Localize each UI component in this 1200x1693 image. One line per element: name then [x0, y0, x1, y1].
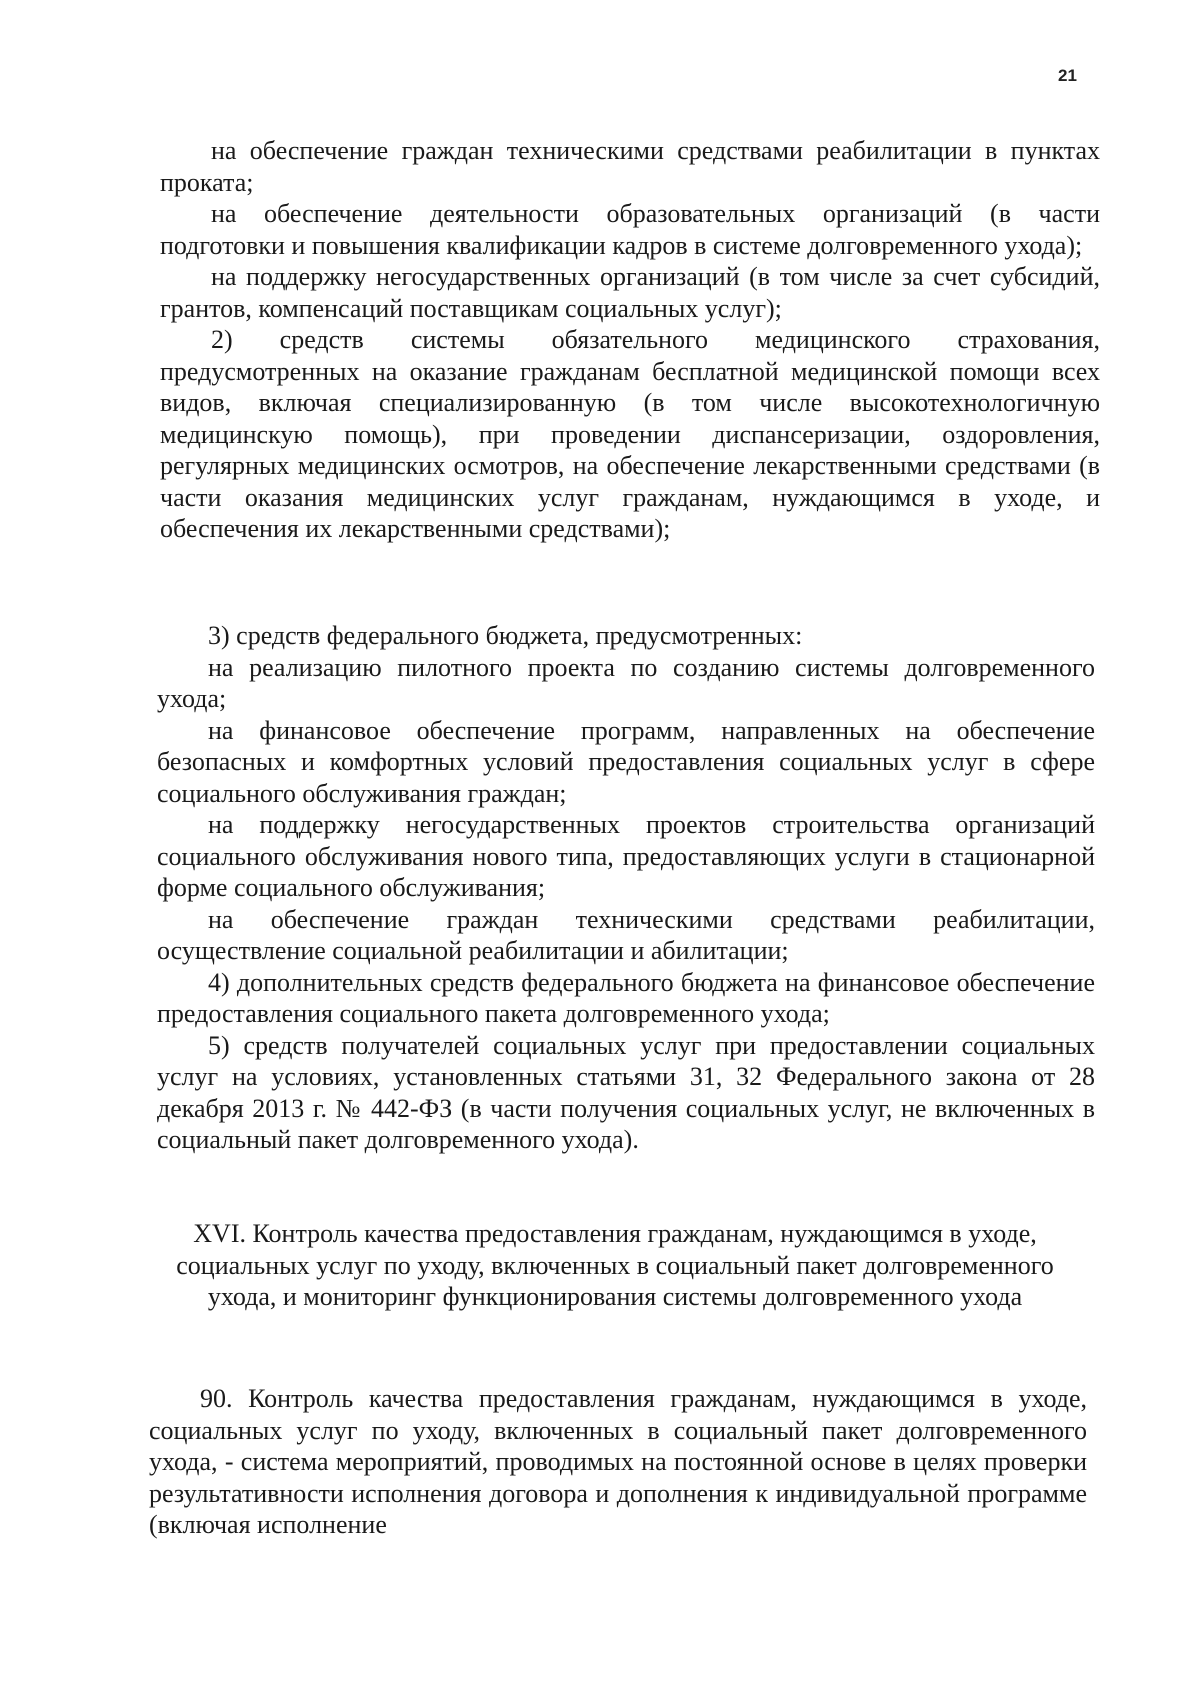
funding-sources-part-1 — [160, 135, 1100, 545]
paragraph: 4) дополнительных средств федерального бюджета на финансовое обеспечение предоставления социального пакета долговременного ухода; — [157, 967, 1095, 1028]
paragraph-90: 90. Контроль качества предоставления гражданам, нуждающимся в уходе, социальных услуг по уходу, включенных в социальный пакет долговременного ухода, - система мероприятий, проводимых на постоянной основе в целях проверки результативности исполнения договора и дополнения к индивидуальной программе (включая исполнение — [149, 1384, 1087, 1539]
paragraph: 5) средств получателей социальных услуг при предоставлении социальных услуг на условиях, установленных статьями 31, 32 Федерального закона от 28 декабря 2013 г. № 442-ФЗ (в части получения социальных услуг, не включенных в социальный пакет долговременного ухода). — [157, 1030, 1095, 1154]
paragraph: на финансовое обеспечение программ, направленных на обеспечение безопасных и комфортных условий предоставления социальных услуг в сфере социального обслуживания граждан; — [157, 715, 1095, 808]
paragraph: на обеспечение граждан техническими средствами реабилитации в пунктах проката; — [160, 136, 1100, 197]
paragraph: на поддержку негосударственных организаций (в том числе за счет субсидий, грантов, компенсаций поставщикам социальных услуг); — [160, 262, 1100, 323]
section-heading: XVI. Контроль качества предоставления гражданам, нуждающимся в уходе, социальных услуг по уходу, включенных в социальный пакет долговременного ухода, и мониторинг функционирования системы долговременного ухода — [176, 1219, 1054, 1311]
funding-sources-part-2 — [157, 620, 1095, 1156]
paragraph: на поддержку негосударственных проектов строительства организаций социального обслуживания нового типа, предоставляющих услуги в стационарной форме социального обслуживания; — [157, 810, 1095, 902]
paragraph: 2) средств системы обязательного медицинского страхования, предусмотренных на оказание гражданам бесплатной медицинской помощи всех видов, включая специализированную (в том числе высокотехнологичную медицинскую помощь), при проведении диспансеризации, оздоровления, регулярных медицинских осмотров, на обеспечение лекарственными средствами (в части оказания медицинских услуг гражданам, нуждающимся в уходе, и обеспечения их лекарственными средствами); — [160, 325, 1100, 543]
paragraph: на обеспечение деятельности образовательных организаций (в части подготовки и повышения квалификации кадров в системе долговременного ухода); — [160, 199, 1100, 260]
page-number: 21 — [1058, 66, 1077, 85]
paragraph: на реализацию пилотного проекта по созданию системы долговременного ухода; — [157, 652, 1095, 713]
section-body — [149, 1383, 1087, 1541]
paragraph: на обеспечение граждан техническими средствами реабилитации, осуществление социальной реабилитации и абилитации; — [157, 904, 1095, 965]
paragraph: 3) средств федерального бюджета, предусмотренных: — [208, 621, 803, 650]
